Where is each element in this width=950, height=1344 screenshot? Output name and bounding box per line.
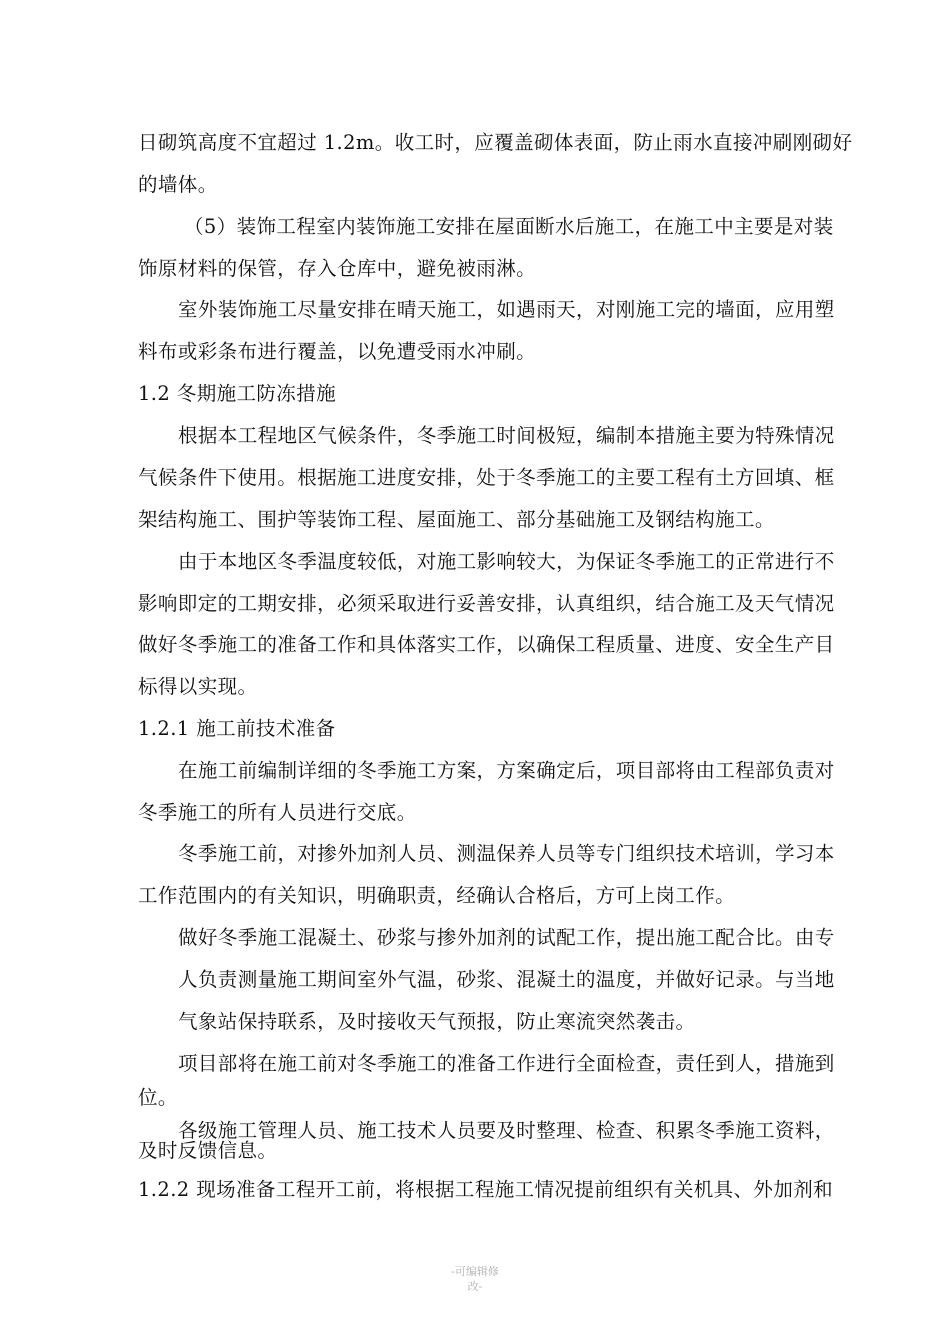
body-text-line: 项目部将在施工前对冬季施工的准备工作进行全面检查，责任到人，措施到 [178,1052,835,1075]
body-text-line: （5）装饰工程室内装饰施工安排在屋面断水后施工，在施工中主要是对装 [184,215,834,238]
body-text-line: 气候条件下使用。根据施工进度安排，处于冬季施工的主要工程有土方回填、框 [138,466,835,489]
body-text-line: 日砌筑高度不宜超过 1.2m。收工时，应覆盖砌体表面，防止雨水直接冲刷刚砌好 [138,131,853,154]
section-heading: 1.2.2 现场准备工程开工前，将根据工程施工情况提前组织有关机具、外加剂和 [138,1178,834,1201]
body-text-line: 冬季施工前，对掺外加剂人员、测温保养人员等专门组织技术培训，学习本 [178,842,835,865]
body-text-line: 标得以实现。 [138,675,258,698]
body-text-line: 位。 [138,1086,178,1109]
section-heading: 1.2.1 施工前技术准备 [138,717,336,740]
body-text-line: 架结构施工、围护等装饰工程、屋面施工、部分基础施工及钢结构施工。 [138,508,775,531]
footer-note-line2: 改- [467,1280,483,1293]
footer-note-line1: -可编辑修 [451,1265,499,1278]
body-text-line: 工作范围内的有关知识，明确职责，经确认合格后，方可上岗工作。 [138,884,736,907]
body-text-line: 及时反馈信息。 [138,1139,278,1162]
body-text-line: 做好冬季施工混凝土、砂浆与掺外加剂的试配工作，提出施工配合比。由专 [178,926,835,949]
body-text-line: 影响即定的工期安排，必须采取进行妥善安排，认真组织，结合施工及天气情况 [138,592,835,615]
body-text-line: 饰原材料的保管，存入仓库中，避免被雨淋。 [138,257,537,280]
body-text-line: 冬季施工的所有人员进行交底。 [138,801,417,824]
body-text-line: 的墙体。 [138,173,218,196]
body-text-line: 气象站保持联系，及时接收天气预报，防止寒流突然袭击。 [178,1010,696,1033]
body-text-line: 料布或彩条布进行覆盖，以免遭受雨水冲刷。 [138,340,537,363]
body-text-line: 做好冬季施工的准备工作和具体落实工作，以确保工程质量、进度、安全生产目 [138,633,835,656]
section-heading: 1.2 冬期施工防冻措施 [138,382,337,405]
body-text-line: 在施工前编制详细的冬季施工方案，方案确定后，项目部将由工程部负责对 [178,759,835,782]
body-text-line: 各级施工管理人员、施工技术人员要及时整理、检查、积累冬季施工资料， [178,1119,835,1142]
body-text-line: 由于本地区冬季温度较低，对施工影响较大，为保证冬季施工的正常进行不 [178,550,835,573]
body-text-line: 人负责测量施工期间室外气温，砂浆、混凝土的温度，并做好记录。与当地 [178,968,835,991]
body-text-line: 室外装饰施工尽量安排在晴天施工，如遇雨天，对刚施工完的墙面，应用塑 [178,298,835,321]
body-text-line: 根据本工程地区气候条件，冬季施工时间极短，编制本措施主要为特殊情况 [178,424,835,447]
